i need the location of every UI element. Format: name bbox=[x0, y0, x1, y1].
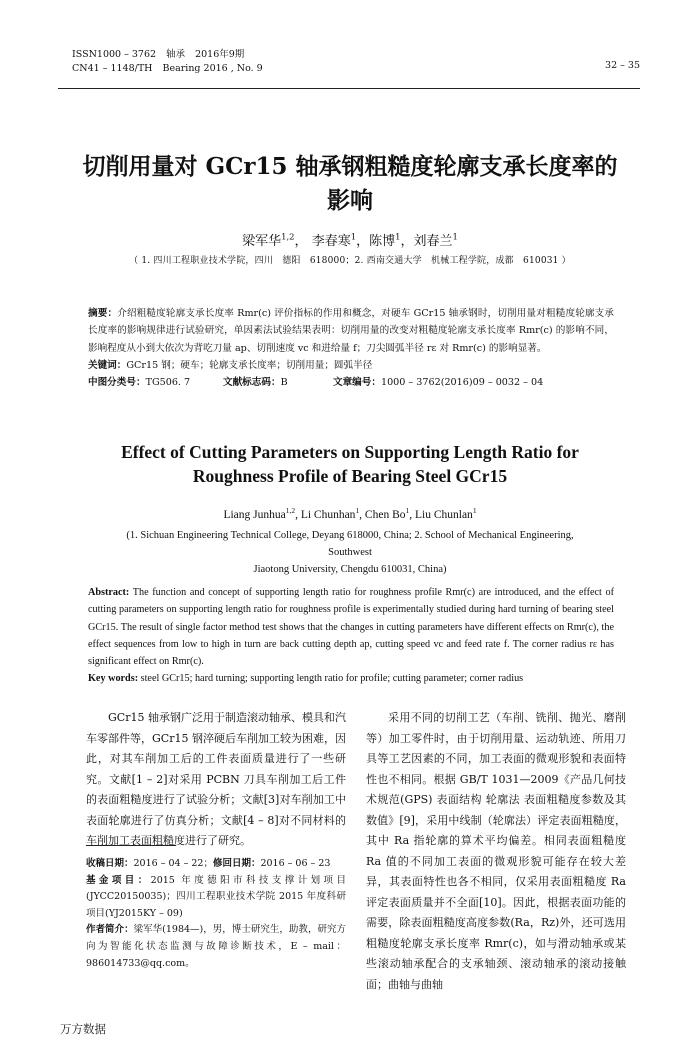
author-cn-1-affil: 1,2 bbox=[281, 231, 295, 242]
author-cn-4-affil: 1 bbox=[452, 231, 458, 242]
doc-code: B bbox=[280, 377, 288, 389]
abstract-en-label: Abstract: bbox=[88, 587, 130, 598]
author-cn-3: 陈博 bbox=[369, 234, 396, 249]
watermark: 万方数据 bbox=[60, 1022, 106, 1036]
doc-code-label: 文献标志码： bbox=[223, 377, 281, 389]
title-en-line1: Effect of Cutting Parameters on Supporting Length Ratio for bbox=[121, 442, 579, 462]
received-label: 收稿日期： bbox=[86, 858, 134, 869]
author-cn-1: 梁军华 bbox=[242, 234, 282, 249]
author-cn-2-affil: 1 bbox=[350, 231, 357, 242]
body-column-left bbox=[86, 708, 346, 852]
author-en-1: Liang Junhua bbox=[223, 509, 286, 521]
revised-date: 2016 – 06 – 23 bbox=[260, 858, 331, 869]
fund-label: 基金项目： bbox=[86, 874, 151, 886]
keywords-cn: GCr15 钢；硬车；轮廓支承长度率；切削用量；圆弧半径 bbox=[126, 359, 373, 371]
authors-en: Liang Junhua$^{1,2}$, Li Chunhan$^1$, Chen Bo$^1$, Liu Chunlan$^1$ bbox=[223, 506, 477, 521]
author-bio: 梁军华(1984—)，男，博士研究生，助教，研究方向为智能化状态监测与故障诊断技术，E – mail：986014733@qq.com。 bbox=[86, 924, 346, 969]
keywords-en: steel GCr15; hard turning; supporting length ratio for profile; cutting parameter; corner radius bbox=[140, 673, 524, 685]
title-cn bbox=[60, 150, 640, 218]
author-cn-4: 刘春兰 bbox=[413, 234, 453, 249]
author-en-3-affil: 1 bbox=[405, 506, 410, 516]
journal-header bbox=[72, 48, 263, 76]
author-en-2-affil: 1 bbox=[355, 506, 360, 516]
abstract-cn bbox=[88, 305, 614, 391]
classification-line bbox=[88, 374, 614, 391]
abstract-cn-label: 摘要： bbox=[88, 308, 118, 319]
fund-text: 2015 年度德阳市科技支撑计划项目(JYCC20150035)；四川工程职业技术学院 2015 年度科研项目(YJ2015KY – 09) bbox=[86, 874, 346, 919]
clc-label: 中图分类号： bbox=[88, 377, 146, 389]
abstract-cn-text: 介绍粗糙度轮廓支承长度率 Rmr(c) 评价指标的作用和概念，对硬车 GCr15 轴承钢时，切削用量对粗糙度轮廓支承长度率的影响规律进行试验研究，单因素法试验结果表明：切削用量的改变对粗糙度轮廓支承长度率 Rmr(c) 的影响不同，影响程度从小到大依次为背吃刀量 ap、切削速度 vc 和进给量 f；刀尖圆弧半径 rε 对 Rmr(c) 的影响显著。 bbox=[88, 308, 615, 354]
body-paragraph-right: 采用不同的切削工艺（车削、铣削、抛光、磨削等）加工零件时，由于切削用量、运动轨迹、所用刀具等工艺因素的不同，加工表面的微观形貌和表面特性也不相同。根据 GB/T 1031—2009《产品几何技术规范(GPS) 表面结构 轮廓法 表面粗糙度参数及其数值》[9]，采用中线制（轮廓法）评定表面粗糙度，其中 Ra 指轮廓的算术平均偏差。相同表面粗糙度 Ra 值的不同加工表面的微观形貌可能存在较大差异，其表面特性也各不相同，仅采用表面粗糙度 Ra 评定表面质量并不全面[10]。因此，根据表面功能的需要，除表面粗糙度高度参数(Ra，Rz)外，还可选用粗糙度轮廓支承长度率 Rmr(c)，如与滑动轴承或某些滚动轴承配合的支承轴颈、滚动轴承的滚动接触面；曲轴与曲轴 bbox=[366, 711, 626, 991]
title-en-line2: Roughness Profile of Bearing Steel GCr15 bbox=[192, 466, 508, 486]
revised-label: 修回日期： bbox=[212, 858, 261, 869]
author-en-4-affil: 1 bbox=[472, 506, 477, 516]
author-cn-3-affil: 1 bbox=[395, 231, 401, 242]
journal-name-cn: 轴承 bbox=[166, 49, 186, 60]
author-bio-label: 作者简介： bbox=[86, 924, 134, 936]
title-cn-line2: 影响 bbox=[327, 187, 373, 214]
author-cn-2: 李春寒 bbox=[311, 234, 351, 249]
title-en bbox=[60, 440, 640, 488]
abstract-en-text: The function and concept of supporting length ratio for roughness profile Rmr(c) are introduced, and the effect of cutting parameters on supporting length ratio for roughness profile is experimentally studied during hard turning of bearing steel GCr15. The result of single factor method test shows that the changes in cutting parameters have different effects on Rmr(c), the effect sequences from low to high in turn are back cutting depth ap, cutting speed vc and feed rate f. The corner radius rε has significant effect on Rmr(c). bbox=[88, 587, 614, 668]
author-en-4: Liu Chunlan bbox=[414, 509, 473, 521]
footnotes bbox=[86, 856, 346, 972]
affiliation-en bbox=[110, 527, 590, 578]
clc-number: TG506. 7 bbox=[145, 377, 191, 389]
issn: ISSN1000 – 3762 bbox=[72, 49, 157, 60]
keywords-cn-label: 关键词： bbox=[88, 359, 127, 371]
received-date: 2016 – 04 – 22； bbox=[133, 858, 213, 869]
author-en-3: Chen Bo bbox=[364, 509, 406, 521]
affiliation-en-line1: (1. Sichuan Engineering Technical College, Deyang 618000, China; 2. School of Mechanical Engineering, Southwest bbox=[126, 530, 574, 558]
article-number-label: 文章编号： bbox=[333, 377, 381, 389]
affiliation-cn: （ 1. 四川工程职业技术学院，四川 德阳 618000；2. 西南交通大学 机械工程学院，成都 610031 ） bbox=[129, 256, 571, 266]
cn-number: CN41 – 1148/TH bbox=[72, 63, 153, 74]
affiliation-en-line2: Jiaotong University, Chengdu 610031, China) bbox=[253, 564, 447, 575]
body-column-right bbox=[366, 708, 626, 995]
page-range: 32 – 35 bbox=[605, 60, 640, 71]
footnote-rule bbox=[86, 845, 176, 846]
author-en-2: Li Chunhan bbox=[300, 509, 356, 521]
author-en-1-affil: 1,2 bbox=[285, 506, 296, 516]
keywords-en-label: Key words: bbox=[88, 673, 139, 685]
authors-cn: 梁军华$^{1,2}$， 李春寒$^1$，陈博$^1$，刘春兰$^1$ bbox=[242, 231, 458, 249]
journal-issue-en: Bearing 2016 , No. 9 bbox=[162, 63, 263, 74]
issue-cn: 2016年9期 bbox=[195, 49, 245, 60]
article-number: 1000 – 3762(2016)09 – 0032 – 04 bbox=[380, 377, 544, 389]
body-paragraph-left: GCr15 轴承钢广泛用于制造滚动轴承、模具和汽车零部件等，GCr15 钢淬硬后车削加工较为困难，因此，对其车削加工后的工件表面质量进行了一些研究。文献[1 – 2]对采用 PCBN 刀具车削加工后工件的表面粗糙度进行了试验分析；文献[3]对车削加工中表面轮廓进行了仿真分析；文献[4 – 8]对不同材料的车削加工表面粗糙度进行了研究。 bbox=[86, 711, 346, 847]
header-rule bbox=[58, 88, 640, 89]
title-cn-line1: 切削用量对 GCr15 轴承钢粗糙度轮廓支承长度率的 bbox=[82, 153, 618, 180]
abstract-en bbox=[88, 584, 614, 688]
